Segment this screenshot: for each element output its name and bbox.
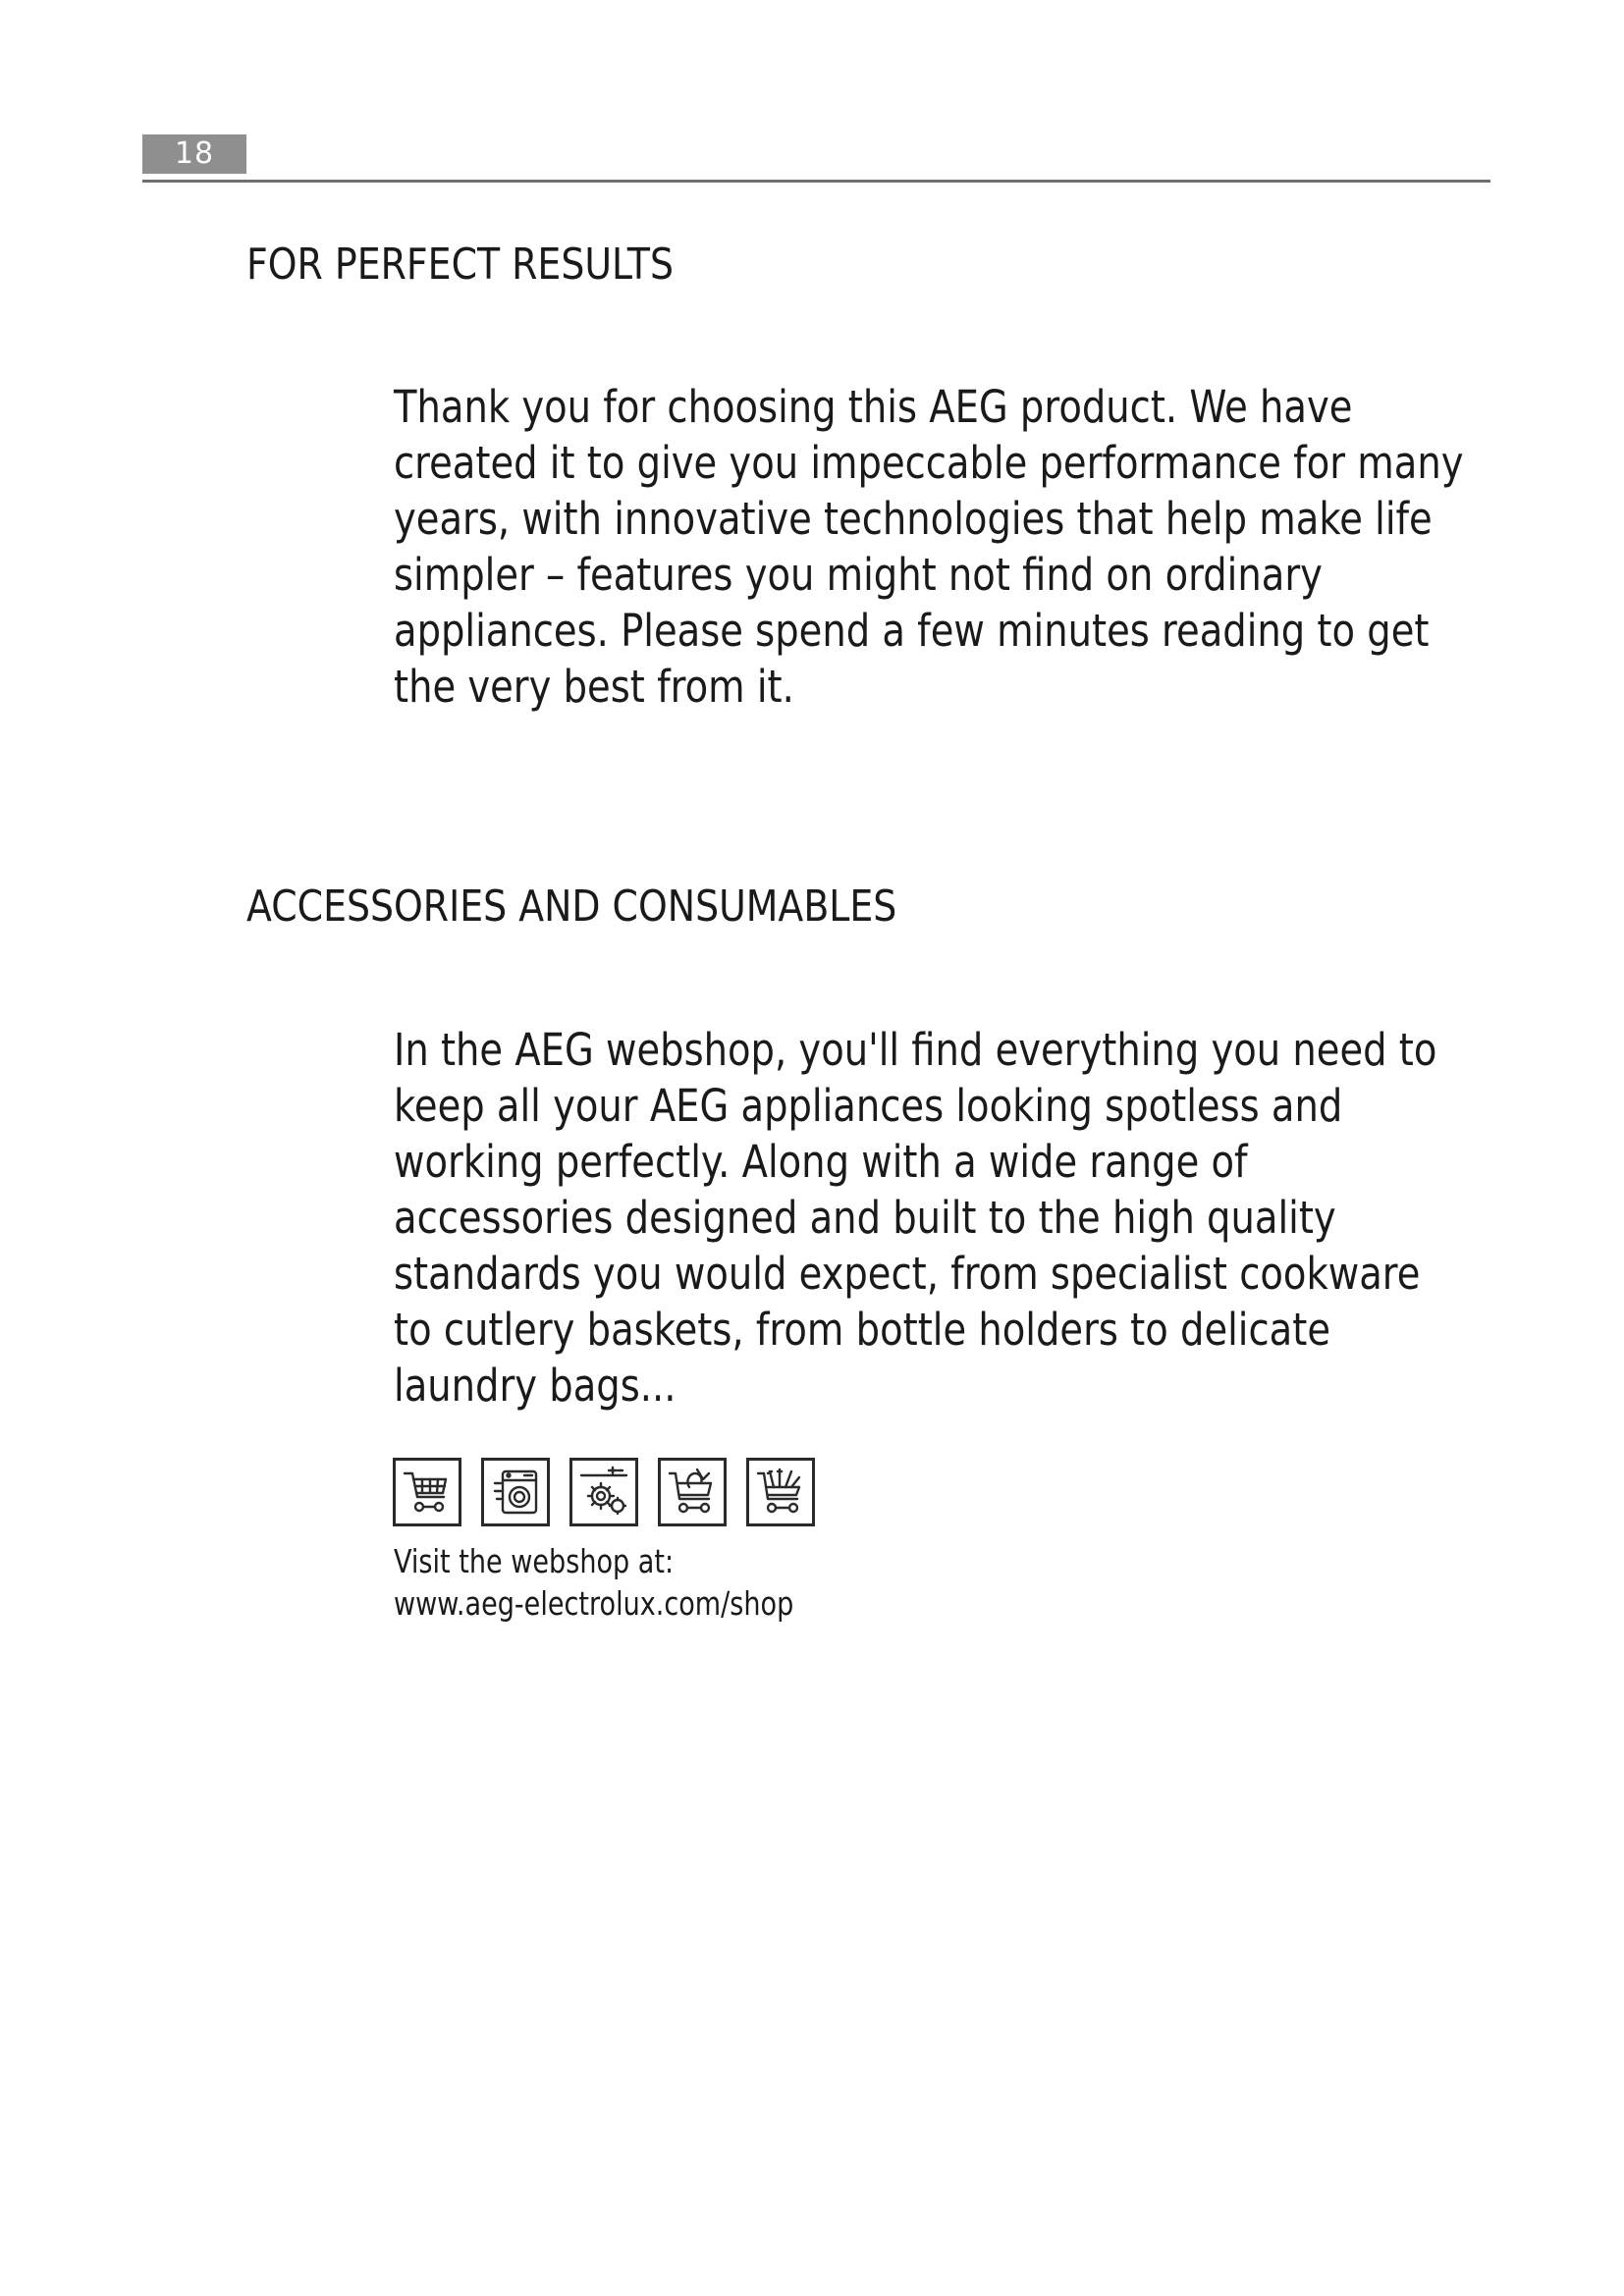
page-number: 18	[142, 134, 246, 174]
shopping-cart-icon	[393, 1458, 461, 1526]
webshop-url[interactable]: www.aeg-electrolux.com/shop	[394, 1584, 794, 1623]
cart-bottle-icon	[658, 1458, 727, 1526]
paragraph-line: to cutlery baskets, from bottle holders to delicate	[394, 1304, 1330, 1356]
paragraph-line: laundry bags...	[394, 1360, 677, 1412]
paragraph-line: standards you would expect, from specialist cookware	[394, 1248, 1421, 1300]
section-title-perfect-results: FOR PERFECT RESULTS	[246, 240, 675, 290]
paragraph-line: keep all your AEG appliances looking spotless and	[394, 1080, 1343, 1132]
header-rule	[142, 180, 1490, 183]
paragraph-line: appliances. Please spend a few minutes reading to get	[394, 605, 1430, 657]
section-title-accessories: ACCESSORIES AND CONSUMABLES	[246, 881, 897, 932]
washing-machine-icon	[481, 1458, 550, 1526]
cart-cutlery-icon	[746, 1458, 815, 1526]
paragraph-line: accessories designed and built to the high quality	[394, 1192, 1336, 1244]
paragraph-accessories	[394, 1022, 1437, 1414]
paragraph-line: simpler – features you might not find on ordinary	[394, 549, 1323, 601]
paragraph-perfect-results	[394, 379, 1464, 715]
paragraph-line: years, with innovative technologies that help make life	[394, 493, 1433, 545]
webshop-icon-row	[393, 1458, 815, 1526]
paragraph-line: created it to give you impeccable performance for many	[394, 437, 1464, 489]
paragraph-line: In the AEG webshop, you'll find everything you need to	[394, 1024, 1437, 1076]
paragraph-line: the very best from it.	[394, 661, 794, 713]
webshop-visit-label: Visit the webshop at:	[394, 1542, 675, 1580]
webshop-info	[394, 1540, 793, 1625]
oven-gear-icon	[569, 1458, 638, 1526]
paragraph-line: Thank you for choosing this AEG product. We have	[394, 381, 1353, 433]
paragraph-line: working perfectly. Along with a wide range of	[394, 1136, 1248, 1188]
